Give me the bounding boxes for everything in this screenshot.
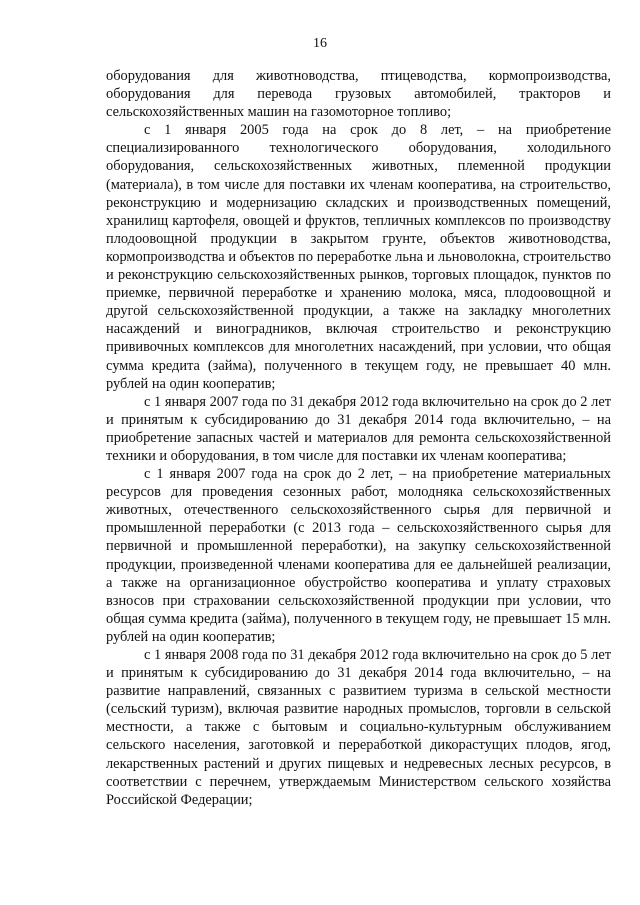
paragraph-2007-spare-parts-item: с 1 января 2007 года по 31 декабря 2012 года включительно на срок до 2 лет и принятым к субсидированию до 31 декабря 2014 года включительно, – на приобретение запасных частей и материалов для ремонта сельскохозяйственной техники и оборудования, в том числе для поставки их членам кооператива;: [106, 393, 611, 464]
paragraph-2007-resources-item: с 1 января 2007 года на срок до 2 лет, – на приобретение материальных ресурсов для проведения сезонных работ, молодняка сельскохозяйственных животных, отечественного сельскохозяйственного сырья для первичной и промышленной переработки (с 2013 года – сельскохозяйственного сырья для первичной и промышленной переработки), на закупку сельскохозяйственной продукции, произведенной членами кооператива для ее дальнейшей реализации, а также на организационное обустройство кооператива и уплату страховых взносов при страховании сельскохозяйственной продукции при условии, что общая сумма кредита (займа), полученного в текущем году, не превышает 15 млн. рублей на один кооператив;: [106, 466, 611, 645]
document-body: [106, 67, 611, 809]
page-number: 16: [313, 36, 327, 51]
paragraph-2005-item: с 1 января 2005 года на срок до 8 лет, – на приобретение специализированного технологического оборудования, холодильного оборудования, сельскохозяйственных животных, племенной продукции (материала), в том числе для поставки их членам кооператива, на строительство, реконструкцию и модернизацию складских и производственных помещений, хранилищ картофеля, овощей и фруктов, тепличных комплексов по производству плодоовощной продукции в закрытом грунте, объектов животноводства, кормопроизводства и объектов по переработке льна и льноволокна, строительство и реконструкцию сельскохозяйственных рынков, торговых площадок, пунктов по приемке, первичной переработке и хранению молока, мяса, плодоовощной и другой сельскохозяйственной продукции, а также на закладку многолетних насаждений и виноградников, включая строительство и реконструкцию прививочных комплексов для многолетних насаждений, при условии, что общая сумма кредита (займа), полученного в текущем году, не превышает 40 млн. рублей на один кооператив;: [106, 122, 611, 392]
paragraph-2008-tourism-item: с 1 января 2008 года по 31 декабря 2012 года включительно на срок до 5 лет и принятым к субсидированию до 31 декабря 2014 года включительно, – на развитие направлений, связанных с развитием туризма в сельской местности (сельский туризм), включая развитие народных промыслов, торговли в сельской местности, а также с бытовым и социально-культурным обслуживанием сельского населения, заготовкой и переработкой дикорастущих плодов, ягод, лекарственных растений и других пищевых и недревесных лесных ресурсов, в соответствии с перечнем, утверждаемым Министерством сельского хозяйства Российской Федерации;: [106, 647, 611, 808]
paragraph-continuation: оборудования для животноводства, птицеводства, кормопроизводства, оборудования для перевода грузовых автомобилей, тракторов и сельскохозяйственных машин на газомоторное топливо;: [106, 68, 611, 121]
